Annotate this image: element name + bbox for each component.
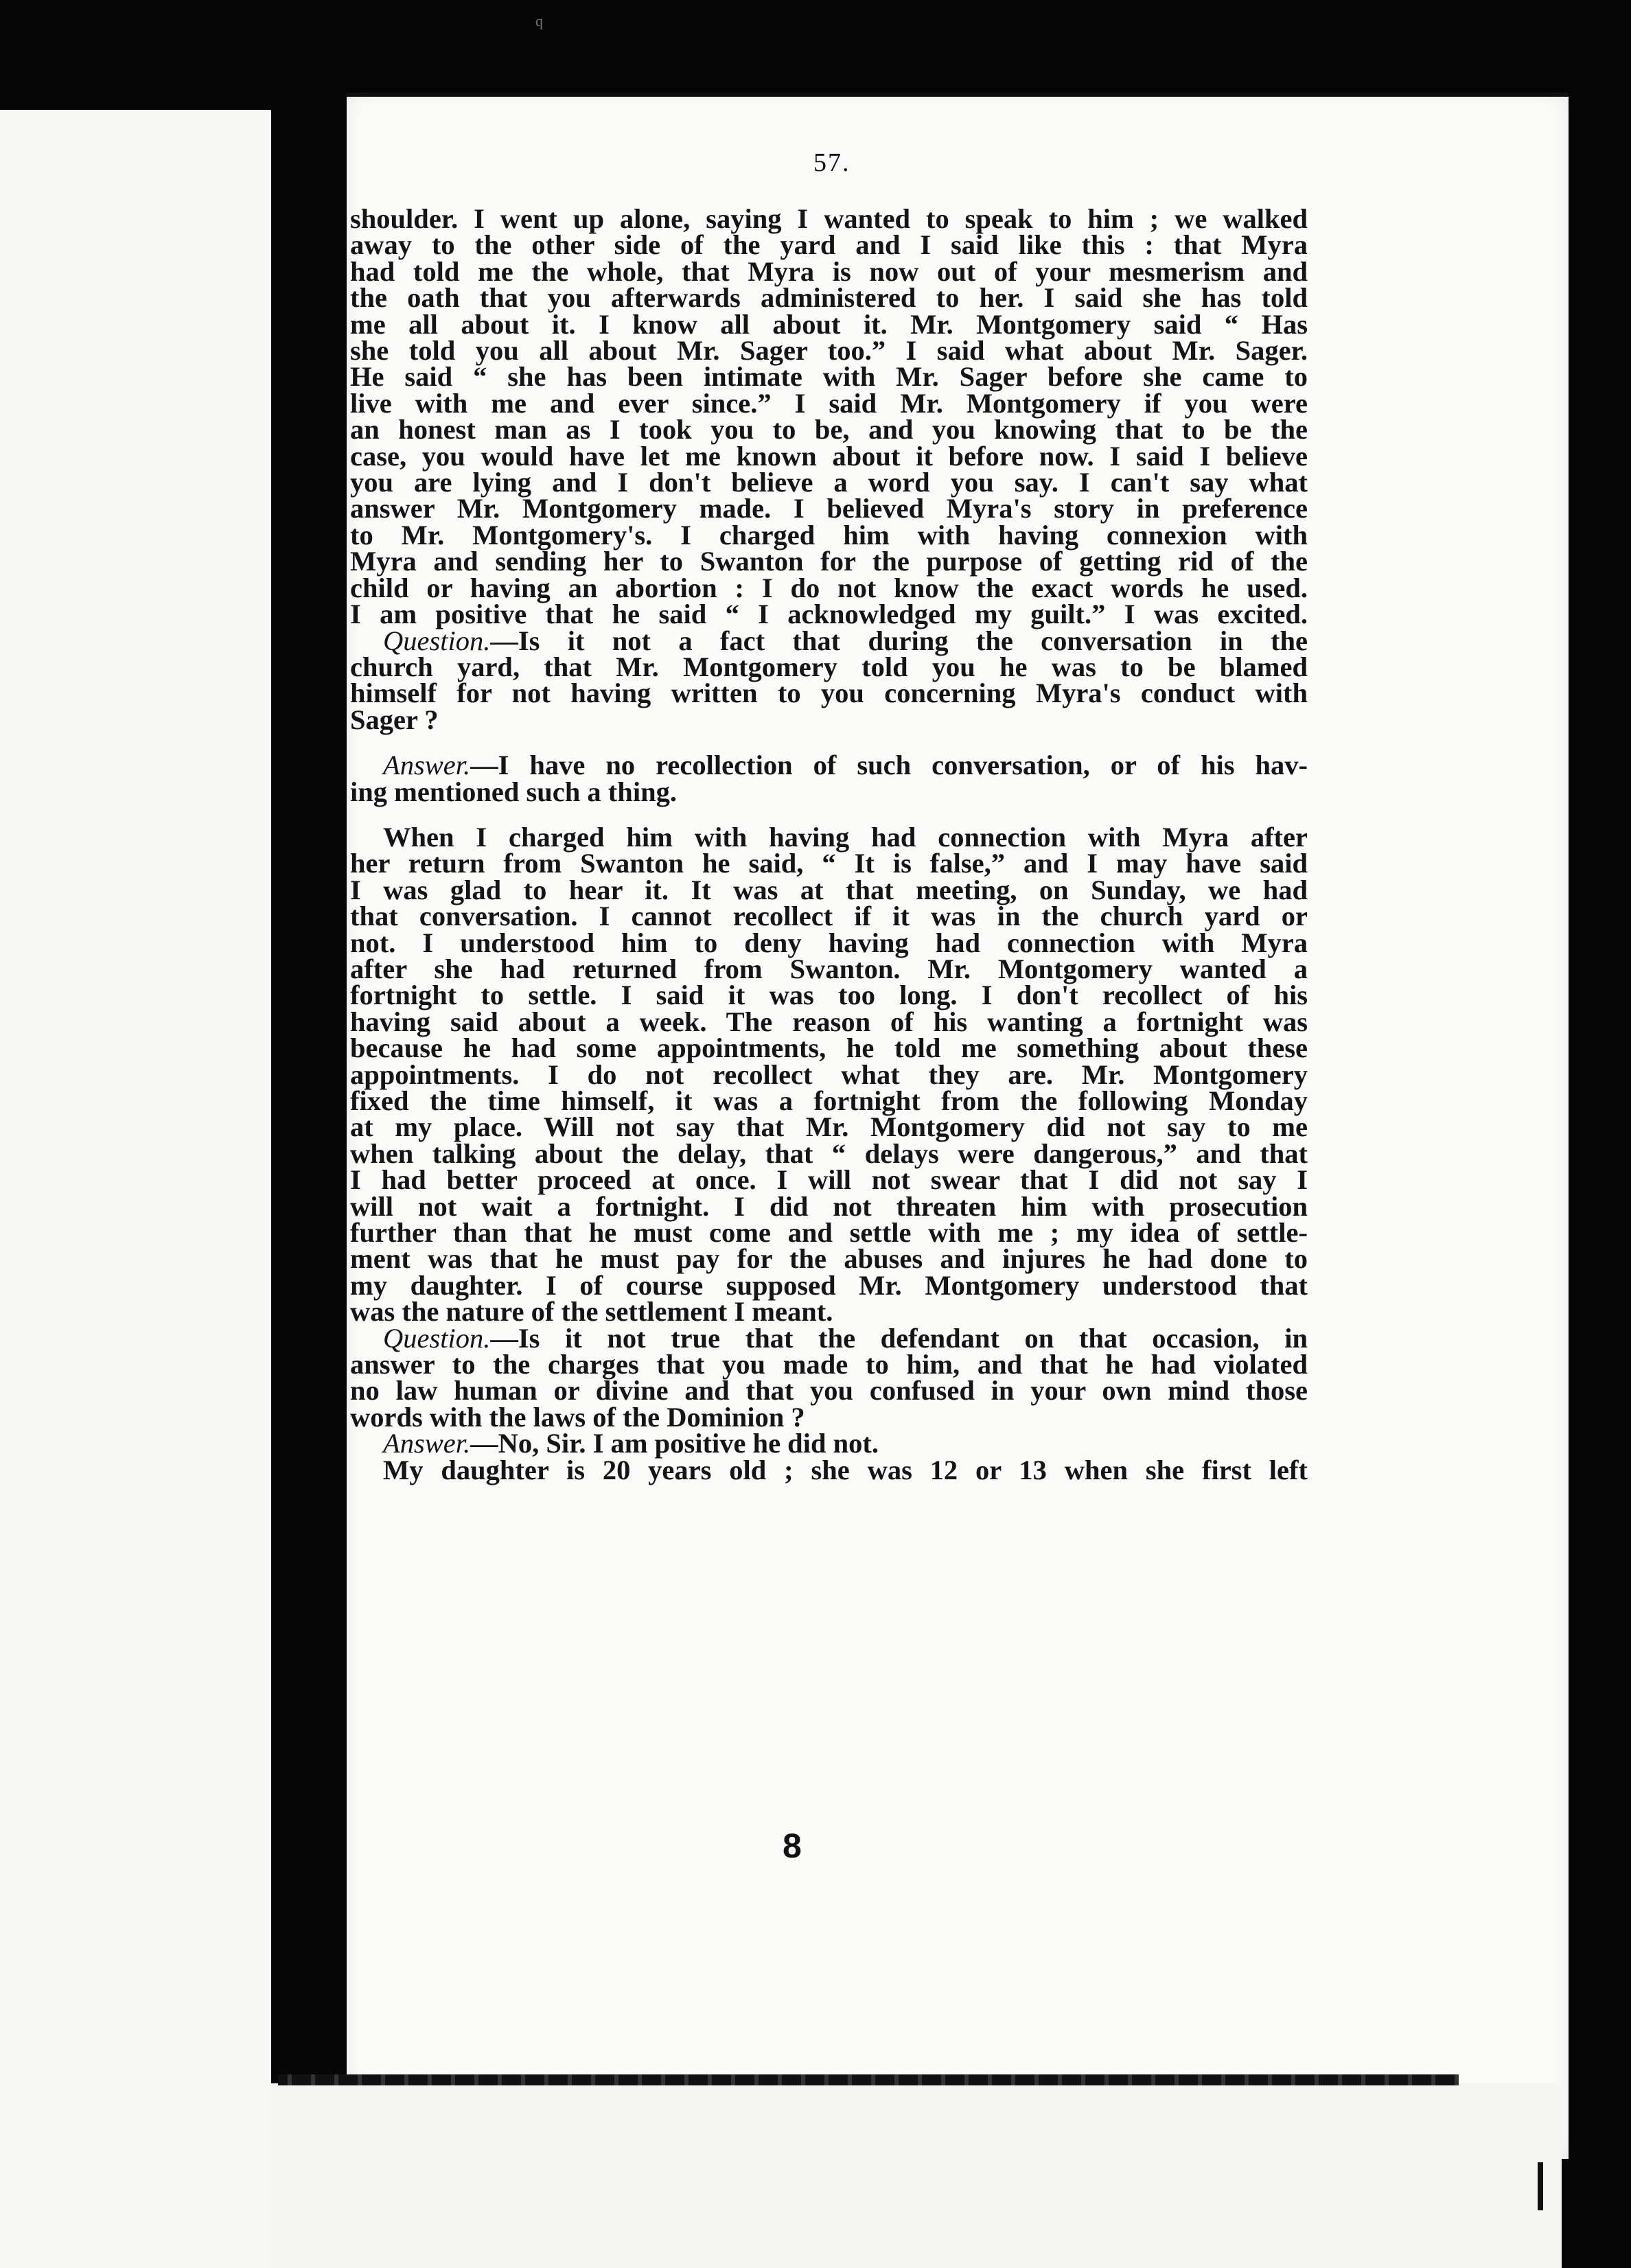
question-label: Question. [383, 1322, 491, 1354]
text-line: will not wait a fortnight. I did not threaten him with prosecution [350, 1190, 1308, 1222]
text-line: I had better proceed at once. I will not swear that I did not say I [350, 1164, 1308, 1196]
question-text: —Is it not a fact that during the conversation in the [490, 625, 1308, 656]
question-2 [350, 1322, 1308, 1433]
text-line: was the nature of the settlement I meant. [350, 1296, 833, 1328]
text-line: you are lying and I don't believe a word you say. I can't say what [350, 467, 1308, 498]
text-line: after she had returned from Swanton. Mr. Montgomery wanted a [350, 953, 1308, 984]
page-bottom-margin [271, 2083, 1562, 2268]
question-text: —Is it not true that the defendant on that occasion, in [490, 1322, 1308, 1354]
text-line: I am positive that he said “ I acknowledged my guilt.” I was excited. [350, 599, 1308, 630]
text-line [350, 1322, 1308, 1354]
text-line: having said about a week. The reason of his wanting a fortnight was [350, 1006, 1308, 1037]
text-line: himself for not having written to you concerning Myra's conduct with [350, 678, 1308, 709]
text-line: Sager ? [350, 704, 439, 735]
text-line: Myra and sending her to Swanton for the purpose of getting rid of the [350, 546, 1308, 577]
page-top-edge [347, 93, 1569, 97]
text-line: fortnight to settle. I said it was too long. I don't recollect of his [350, 980, 1308, 1011]
text-line: shoulder. I went up alone, saying I wanted to speak to him ; we walked [350, 203, 1308, 234]
page-number: 57. [813, 148, 851, 177]
text-line: live with me and ever since.” I said Mr. Montgomery if you were [350, 387, 1308, 419]
book-spine [271, 110, 347, 2268]
question-label: Question. [383, 625, 491, 656]
text-line: answer Mr. Montgomery made. I believed Myra's story in preference [350, 493, 1308, 524]
answer-2 [350, 1428, 1308, 1459]
text-line: words with the laws of the Dominion ? [350, 1401, 805, 1433]
text-line: an honest man as I took you to be, and you knowing that to be the [350, 414, 1308, 445]
text-line: me all about it. I know all about it. Mr. Montgomery said “ Has [350, 308, 1308, 340]
text-line: ment was that he must pay for the abuses and injures he had done to [350, 1243, 1308, 1275]
body-text [350, 203, 1308, 1485]
text-line: I was glad to hear it. It was at that meeting, on Sunday, we had [350, 874, 1308, 905]
text-line: to Mr. Montgomery's. I charged him with having connexion with [350, 519, 1308, 551]
text-line: because he had some appointments, he told me something about these [350, 1032, 1308, 1064]
text-line: appointments. I do not recollect what they are. Mr. Montgomery [350, 1058, 1308, 1090]
text-line [350, 625, 1308, 656]
text-line: child or having an abortion : I do not know the exact words he used. [350, 572, 1308, 603]
edge-mark [1538, 2162, 1543, 2210]
text-line: the oath that you afterwards administered to her. I said she has told [350, 282, 1308, 314]
question-1 [350, 625, 1308, 735]
text-line: ing mentioned such a thing. [350, 776, 677, 807]
text-line: not. I understood him to deny having had connection with Myra [350, 927, 1308, 958]
answer-label: Answer. [383, 1428, 471, 1459]
text-line: case, you would have let me known about it before now. I said I believe [350, 440, 1308, 472]
answer-text: —I have no recollection of such conversation, or of his hav- [470, 750, 1308, 781]
text-line: had told me the whole, that Myra is now out of your mesmerism and [350, 255, 1308, 287]
text-line: no law human or divine and that you confused in your own mind those [350, 1375, 1308, 1407]
signature-mark: 8 [783, 1827, 802, 1865]
text-line: my daughter. I of course supposed Mr. Montgomery understood that [350, 1269, 1308, 1301]
text-line: answer to the charges that you made to him, and that he had violated [350, 1349, 1308, 1380]
text-line: church yard, that Mr. Montgomery told you he was to be blamed [350, 651, 1308, 682]
paragraph-2 [350, 821, 1308, 1328]
text-line: away to the other side of the yard and I said like this : that Myra [350, 229, 1308, 261]
answer-label: Answer. [383, 750, 471, 781]
left-page-leaf [0, 110, 271, 2268]
text-line [350, 1428, 1308, 1459]
text-line: her return from Swanton he said, “ It is false,” and I may have said [350, 848, 1308, 879]
bottom-rule [278, 2074, 1459, 2085]
answer-text: —No, Sir. I am positive he did not. [470, 1428, 879, 1459]
text-line: When I charged him with having had connection with Myra after [383, 821, 1308, 853]
text-line: My daughter is 20 years old ; she was 12 or 13 when she first left [383, 1454, 1308, 1485]
text-line: when talking about the delay, that “ delays were dangerous,” and that [350, 1137, 1308, 1169]
text-line: fixed the time himself, it was a fortnight from the following Monday [350, 1085, 1308, 1116]
text-line: further than that he must come and settle with me ; my idea of settle- [350, 1217, 1308, 1249]
text-line: at my place. Will not say that Mr. Montgomery did not say to me [350, 1111, 1308, 1143]
text-line: that conversation. I cannot recollect if it was in the church yard or [350, 901, 1308, 932]
top-mark: q [535, 12, 543, 30]
text-line: she told you all about Mr. Sager too.” I said what about Mr. Sager. [350, 335, 1308, 367]
text-line [350, 750, 1308, 781]
answer-1 [350, 752, 1308, 805]
paragraph-1 [350, 203, 1308, 630]
text-line: He said “ she has been intimate with Mr. Sager before she came to [350, 361, 1308, 393]
